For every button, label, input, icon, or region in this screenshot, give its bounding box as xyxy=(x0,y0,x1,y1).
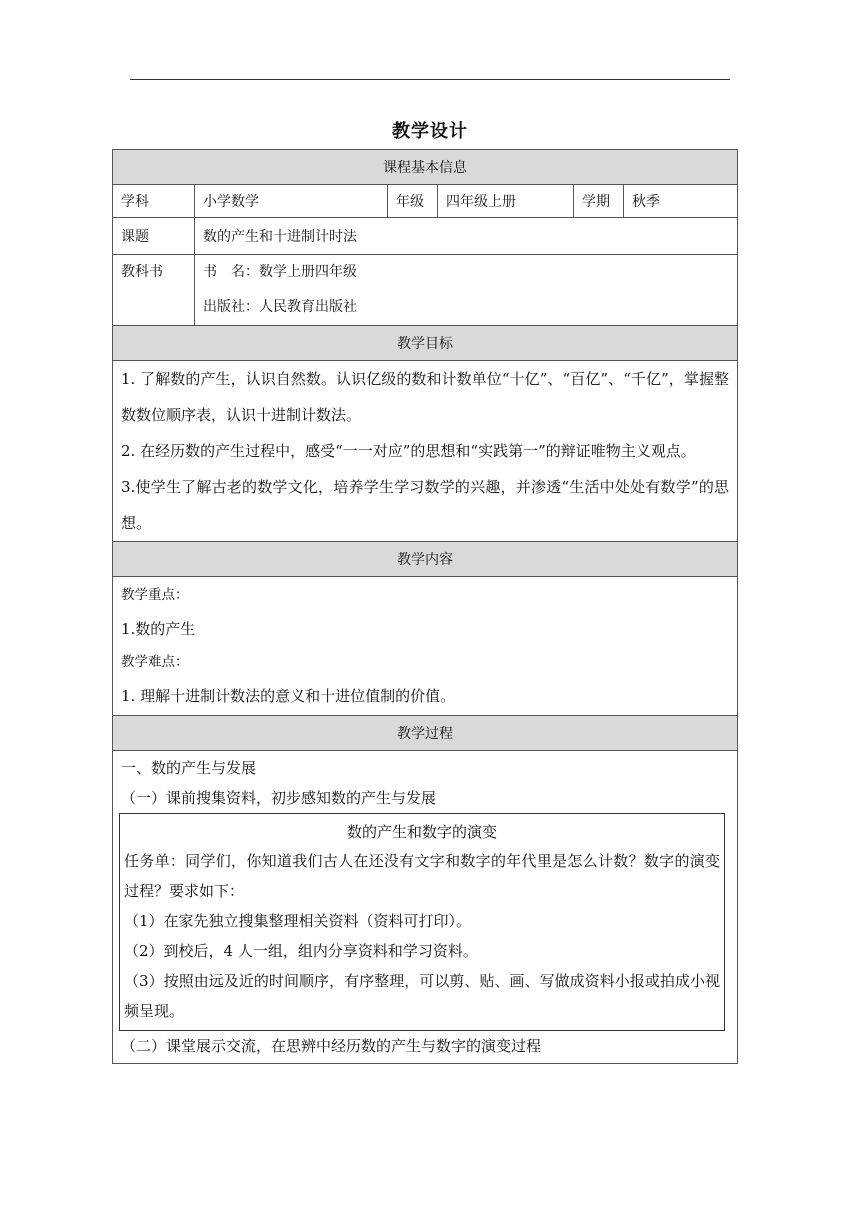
difficulty-item: 1. 理解十进制计数法的意义和十进位值制的价值。 xyxy=(121,687,456,705)
task-intro: 任务单：同学们，你知道我们古人在还没有文字和数字的年代里是怎么计数？数字的演变过程？要求如下： xyxy=(124,852,721,900)
objective-item: 3.使学生了解古老的数学文化，培养学生学习数学的兴趣，并渗透“生活中处处有数学”的思想。 xyxy=(121,478,730,532)
objective-item: 1. 了解数的产生，认识自然数。认识亿级的数和计数单位“十亿”、“百亿”、“千亿”，掌握整数数位顺序表，认识十进制计数法。 xyxy=(121,370,730,424)
process-subheading: （二）课堂展示交流，在思辨中经历数的产生与数字的演变过程 xyxy=(121,1037,542,1055)
objective-item: 2. 在经历数的产生过程中，感受“一一对应”的思想和“实践第一”的辩证唯物主义观点。 xyxy=(121,442,696,460)
section-process xyxy=(113,716,738,751)
info-row-subject xyxy=(113,185,738,218)
process-subheading: （一）课前搜集资料，初步感知数的产生与发展 xyxy=(121,789,437,807)
grade-value: 四年级上册 xyxy=(438,185,574,218)
content-cell xyxy=(113,577,738,716)
process-heading: 一、数的产生与发展 xyxy=(121,759,257,777)
objectives-row xyxy=(113,361,738,542)
section-objectives xyxy=(113,326,738,361)
section-basic-info xyxy=(113,150,738,185)
term-value: 秋季 xyxy=(624,185,738,218)
subject-value: 小学数学 xyxy=(195,185,388,218)
task-item: （2）到校后，4 人一组，组内分享资料和学习资料。 xyxy=(124,942,478,960)
difficulty-label: 教学难点： xyxy=(121,654,189,670)
task-title: 数的产生和数字的演变 xyxy=(347,823,498,841)
task-box xyxy=(119,813,725,1031)
textbook-name: 书 名：数学上册四年级 xyxy=(203,264,357,280)
document-title: 教学设计 xyxy=(392,121,468,142)
process-row xyxy=(113,751,738,1064)
task-item: （3）按照由远及近的时间顺序，有序整理，可以剪、贴、画、写做成资料小报或拍成小视频呈现。 xyxy=(124,972,721,1020)
topic-value: 数的产生和十进制计时法 xyxy=(195,218,738,255)
info-row-topic xyxy=(113,218,738,255)
task-item: （1）在家先独立搜集整理相关资料（资料可打印）。 xyxy=(124,912,472,930)
section-title: 教学目标 xyxy=(113,326,738,361)
section-content xyxy=(113,542,738,577)
term-label: 学期 xyxy=(574,185,624,218)
objectives-cell xyxy=(113,361,738,542)
key-point-label: 教学重点： xyxy=(121,587,189,603)
process-cell xyxy=(113,751,738,1064)
lesson-plan-table xyxy=(112,149,738,1064)
info-row-textbook xyxy=(113,255,738,326)
textbook-publisher: 出版社：人民教育出版社 xyxy=(203,299,357,315)
key-point-item: 1.数的产生 xyxy=(121,620,196,638)
content-row xyxy=(113,577,738,716)
grade-label: 年级 xyxy=(388,185,438,218)
section-title: 教学过程 xyxy=(113,716,738,751)
textbook-label: 教科书 xyxy=(113,255,195,326)
section-title: 教学内容 xyxy=(113,542,738,577)
topic-label: 课题 xyxy=(113,218,195,255)
subject-label: 学科 xyxy=(113,185,195,218)
section-title: 课程基本信息 xyxy=(113,150,738,185)
header-rule xyxy=(130,79,730,80)
